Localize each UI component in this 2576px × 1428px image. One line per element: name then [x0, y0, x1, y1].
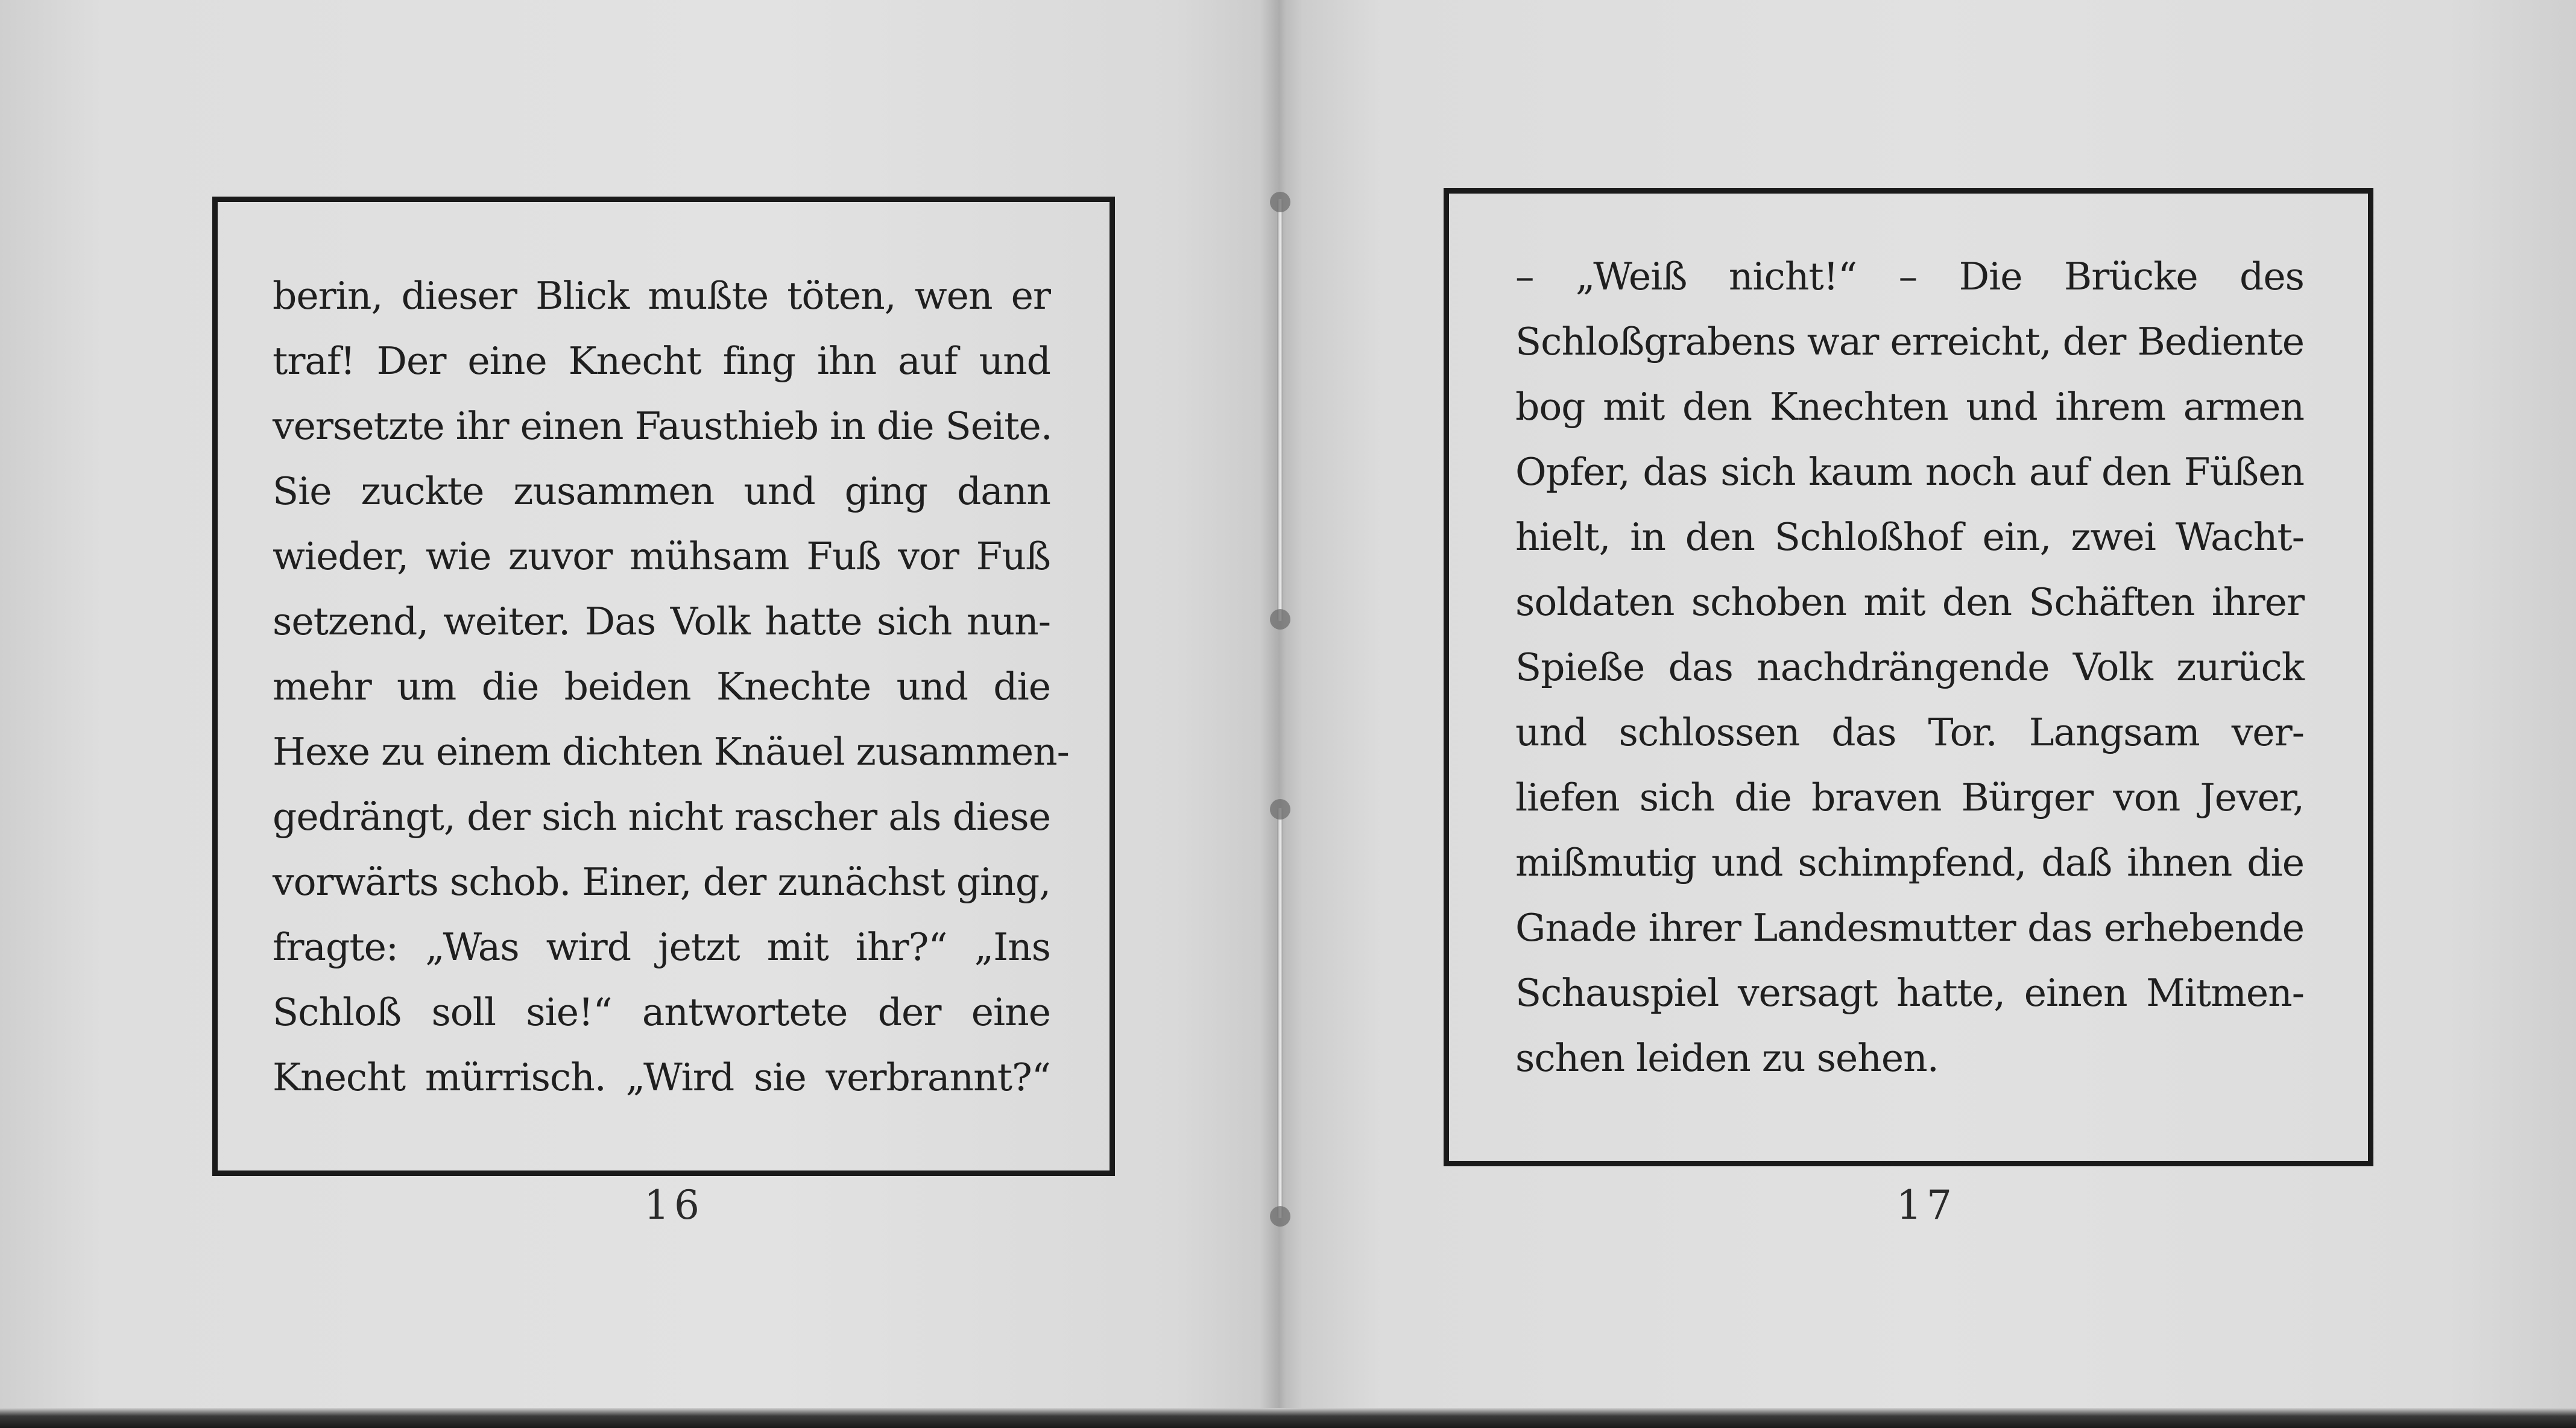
text-line: – „Weiß nicht!“ – Die Brücke des: [1515, 254, 2304, 299]
binding-stitch: [1270, 1206, 1290, 1227]
text-line: Spieße das nachdrängende Volk zurück: [1515, 645, 2304, 689]
text-line: Opfer, das sich kaum noch auf den Füßen: [1515, 450, 2304, 494]
right-page-text: [1515, 244, 2304, 1091]
page-bottom-edge: [0, 1408, 2576, 1428]
text-line: Schloßgrabens war erreicht, der Bediente: [1515, 320, 2304, 364]
binding-stitch: [1270, 192, 1290, 212]
page-number-right: 17: [1896, 1182, 1957, 1228]
text-line: Schloß soll sie!“ antwortete der eine: [273, 990, 1050, 1034]
binding-stitch: [1270, 609, 1290, 630]
text-line: wieder, wie zuvor mühsam Fuß vor Fuß: [273, 534, 1050, 578]
text-line: berin, dieser Blick mußte töten, wen er: [273, 274, 1050, 318]
text-line: mißmutig und schimpfend, daß ihnen die: [1515, 841, 2304, 885]
binding-thread-upper: [1277, 199, 1283, 621]
left-page-text: [273, 264, 1069, 1110]
binding-stitch: [1270, 799, 1290, 820]
binding-thread-lower: [1277, 808, 1283, 1218]
text-line: bog mit den Knechten und ihrem armen: [1515, 385, 2304, 429]
text-line: soldaten schoben mit den Schäften ihrer: [1515, 580, 2304, 624]
page-number-left: 16: [644, 1182, 704, 1228]
text-line: versetzte ihr einen Fausthieb in die Seite.: [273, 404, 1052, 448]
text-line: mehr um die beiden Knechte und die: [273, 665, 1050, 709]
text-line: liefen sich die braven Bürger von Jever,: [1515, 776, 2304, 820]
text-line: hielt, in den Schloßhof ein, zwei Wacht-: [1515, 515, 2304, 559]
text-line: gedrängt, der sich nicht rascher als diese: [273, 795, 1050, 839]
text-line: vorwärts schob. Einer, der zunächst ging,: [273, 860, 1051, 904]
text-line: Sie zuckte zusammen und ging dann: [273, 469, 1050, 513]
text-line: Knecht mürrisch. „Wird sie verbrannt?“: [273, 1055, 1050, 1099]
text-line: Hexe zu einem dichten Knäuel zusammen-: [273, 730, 1069, 774]
text-line: Schauspiel versagt hatte, einen Mitmen-: [1515, 971, 2304, 1015]
text-line: Gnade ihrer Landesmutter das erhebende: [1515, 906, 2304, 950]
text-line: traf! Der eine Knecht fing ihn auf und: [273, 339, 1050, 383]
text-line: setzend, weiter. Das Volk hatte sich nun-: [273, 599, 1050, 643]
text-line: fragte: „Was wird jetzt mit ihr?“ „Ins: [273, 925, 1050, 969]
text-line: schen leiden zu sehen.: [1515, 1036, 1939, 1080]
text-line: und schlossen das Tor. Langsam ver-: [1515, 710, 2304, 754]
